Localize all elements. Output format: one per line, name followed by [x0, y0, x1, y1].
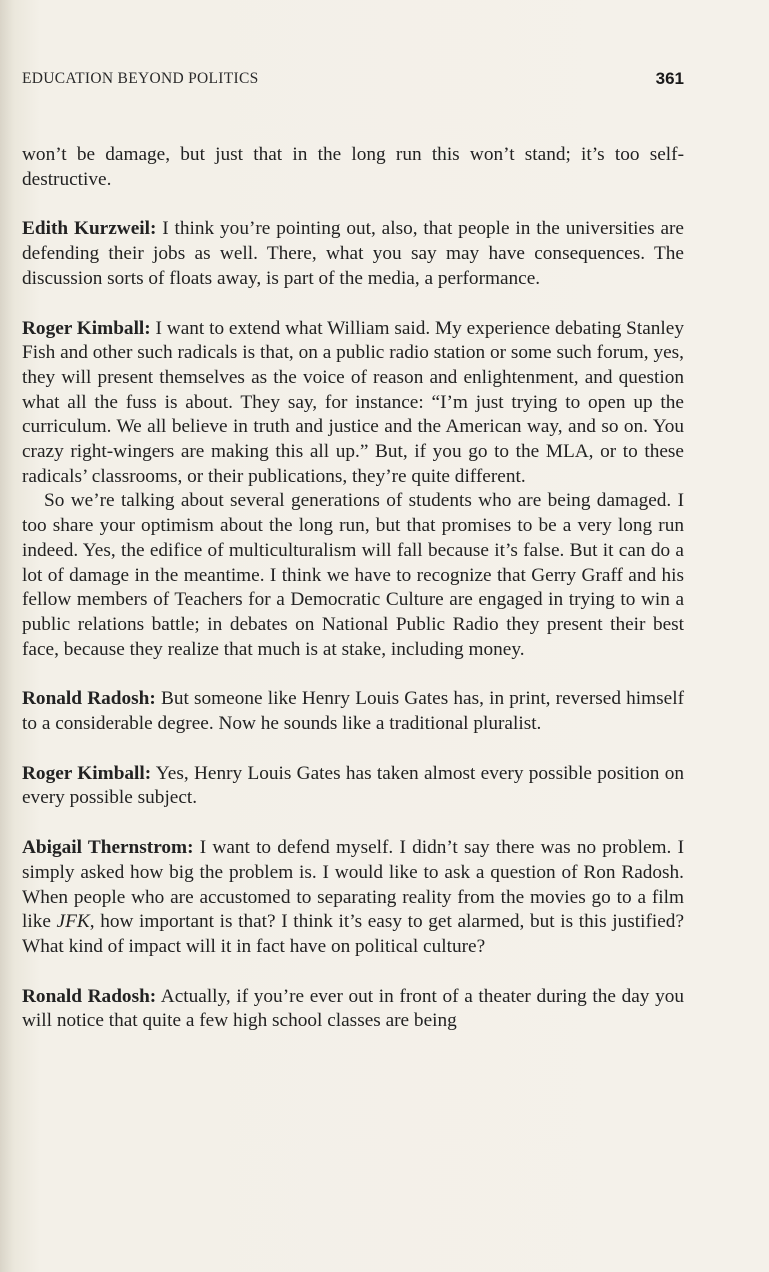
text-body — [22, 143, 684, 1034]
speaker-name: Ronald Radosh: — [22, 688, 156, 710]
film-title: JFK — [56, 911, 90, 933]
speech-text: So we’re talking about several generations of students who are being damaged. I too share your optimism about the long run, but that promises to be a very long run indeed. Yes, the edifice of multiculturalism will fall because it’s false. But it can do a lot of damage in the meantime. I think we have to recognize that Gerry Graff and his fellow members of Teachers for a Democratic Culture are engaged in trying to win a public relations battle; in debates on National Public Radio they present their best face, because they realize that much is at stake, including money. — [22, 490, 684, 660]
speech-text: I want to defend myself. I didn’t say there was no problem. I simply asked how big the problem is. I would like to ask a question of Ron Radosh. When people who are accustomed to separating reality from the movies go to a film like — [22, 837, 684, 933]
page-header — [22, 70, 684, 94]
speaker-name: Ronald Radosh: — [22, 985, 157, 1007]
speaker-name: Roger Kimball: — [22, 762, 152, 784]
speaker-name: Edith Kurzweil: — [22, 218, 157, 240]
running-head: EDUCATION BEYOND POLITICS — [22, 70, 259, 87]
speech-edith-kurzweil — [22, 217, 684, 291]
speech-text: Yes, Henry Louis Gates has taken almost every possible position on every possible subject. — [22, 762, 685, 809]
speech-roger-kimball — [22, 317, 684, 490]
speaker-name: Abigail Thernstrom: — [22, 837, 194, 859]
speech-roger-kimball-2 — [22, 762, 684, 811]
speech-ronald-radosh-2 — [22, 985, 684, 1034]
page-number: 361 — [655, 69, 684, 88]
speech-text: But someone like Henry Louis Gates has, in print, reversed himself to a considerable degree. Now he sounds like a traditional pluralist. — [22, 688, 684, 735]
paragraph-text: won’t be damage, but just that in the long run this won’t stand; it’s too self-destructive. — [22, 144, 684, 190]
speech-text: I think you’re pointing out, also, that people in the universities are defending their jobs as well. There, what you say may have consequences. The discussion sorts of floats away, is part of the media, a performance. — [22, 218, 684, 289]
speaker-name: Roger Kimball: — [22, 317, 151, 339]
speech-roger-kimball-continued — [22, 489, 684, 662]
speech-abigail-thernstrom — [22, 836, 684, 960]
speech-text: , how important is that? I think it’s easy to get alarmed, but is this justified? What kind of impact will it in fact have on political culture? — [22, 911, 684, 957]
speech-text: I want to extend what William said. My experience debating Stanley Fish and other such radicals is that, on a public radio station or some such forum, yes, they will present themselves as the voice of reason and enlightenment, and question what all the fuss is about. They say, for instance: “I’m just trying to open up the curriculum. We all believe in truth and justice and the American way, and so on. You crazy right-wingers are making this all up.” But, if you go to the MLA, or to these radicals’ classrooms, or their publications, they’re quite different. — [22, 317, 684, 487]
speech-text: Actually, if you’re ever out in front of a theater during the day you will notice that quite a few high school classes are being — [22, 985, 684, 1032]
speech-ronald-radosh — [22, 687, 684, 736]
paragraph-continuation — [22, 143, 684, 192]
